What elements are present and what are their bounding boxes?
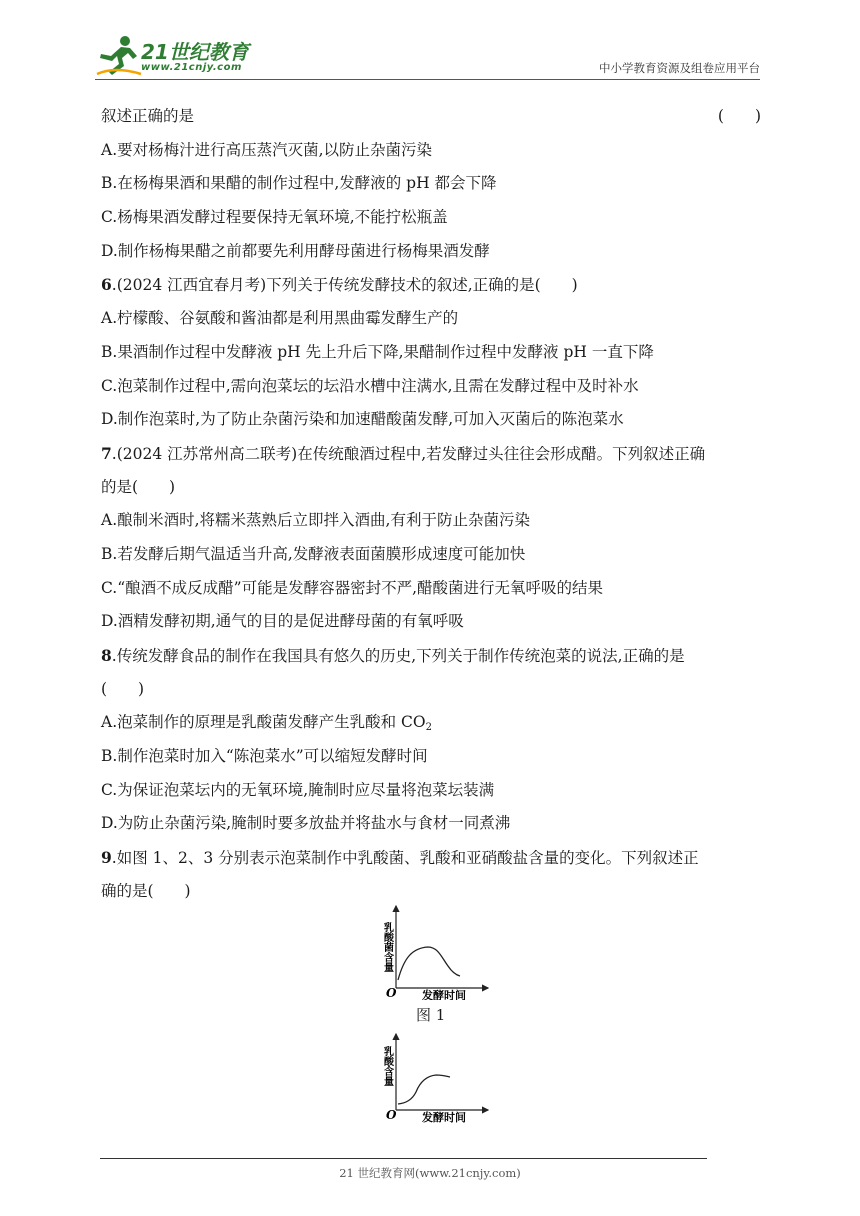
figure-caption: 图 1: [416, 1006, 446, 1024]
lactic-bacteria-curve: [398, 947, 460, 980]
x-axis-label: 发酵时间: [422, 989, 466, 1000]
question-number: 6: [101, 275, 112, 295]
footer-divider: [100, 1158, 707, 1159]
question-6: 6.(2024 江西宜春月考)下列关于传统发酵技术的叙述,正确的是( ): [101, 275, 578, 295]
header-divider: [95, 79, 760, 80]
option-a: A.柠檬酸、谷氨酸和酱油都是利用黑曲霉发酵生产的: [101, 309, 459, 328]
figure-1: [372, 900, 492, 1028]
option-a: A.酿制米酒时,将糯米蒸熟后立即拌入酒曲,有利于防止杂菌污染: [101, 511, 530, 530]
option-a: A.泡菜制作的原理是乳酸菌发酵产生乳酸和 $CO_2$: [101, 713, 432, 734]
question-number: 7: [101, 443, 112, 463]
question-number: 9: [101, 848, 112, 868]
page-header: [95, 28, 760, 80]
figure-2-graph: [372, 1030, 492, 1125]
option-b: B.若发酵后期气温适当升高,发酵液表面菌膜形成速度可能加快: [101, 544, 526, 563]
answer-bracket: ( ): [717, 107, 761, 125]
question-7-cont: 的是( ): [101, 477, 176, 496]
option-c: C.“酿酒不成反成醋”可能是发酵容器密封不严,醋酸菌进行无氧呼吸的结果: [101, 578, 604, 597]
question-9-cont: 确的是( ): [101, 881, 191, 900]
question-9: 9.如图 1、2、3 分别表示泡菜制作中乳酸菌、乳酸和亚硝酸盐含量的变化。下列叙述正: [101, 848, 699, 868]
platform-name: 中小学教育资源及组卷应用平台: [599, 61, 760, 75]
option-b: B.果酒制作过程中发酵液 pH 先上升后下降,果醋制作过程中发酵液 pH 一直下降: [101, 342, 654, 361]
option-d: D.为防止杂菌污染,腌制时要多放盐并将盐水与食材一同煮沸: [101, 814, 511, 833]
origin-label: O: [386, 1108, 397, 1122]
question-8: 8.传统发酵食品的制作在我国具有悠久的历史,下列关于制作传统泡菜的说法,正确的是: [101, 646, 685, 665]
option-c: C.泡菜制作过程中,需向泡菜坛的坛沿水槽中注满水,且需在发酵过程中及时补水: [101, 376, 639, 395]
figure-2: [372, 1030, 492, 1125]
site-logo[interactable]: [95, 34, 265, 78]
option-d: D.酒精发酵初期,通气的目的是促进酵母菌的有氧呼吸: [101, 612, 464, 631]
logo-brand: 21世纪教育: [141, 40, 249, 64]
lactic-acid-curve: [398, 1075, 450, 1104]
figure-1-graph: [372, 900, 492, 1000]
text-line: 叙述正确的是 ( ): [101, 100, 761, 134]
option-b: B.制作泡菜时加入“陈泡菜水”可以缩短发酵时间: [101, 747, 428, 766]
option-c: C.杨梅果酒发酵过程要保持无氧环境,不能拧松瓶盖: [101, 208, 448, 227]
page-footer[interactable]: 21 世纪教育网(www.21cnjy.com): [339, 1166, 521, 1180]
option-d: D.制作杨梅果醋之前都要先利用酵母菌进行杨梅果酒发酵: [101, 241, 490, 260]
runner-logo-icon: [95, 34, 143, 78]
question-number: 8: [101, 646, 112, 665]
option-b: B.在杨梅果酒和果醋的制作过程中,发酵液的 pH 都会下降: [101, 174, 497, 193]
option-a: A.要对杨梅汁进行高压蒸汽灭菌,以防止杂菌污染: [101, 140, 433, 159]
option-d: D.制作泡菜时,为了防止杂菌污染和加速醋酸菌发酵,可加入灭菌后的陈泡菜水: [101, 410, 624, 429]
y-axis-label: 乳酸含量: [381, 1046, 393, 1086]
y-axis-label: 乳酸菌含量: [381, 922, 393, 972]
logo-url: www.21cnjy.com: [141, 62, 242, 73]
question-8-cont: ( ): [101, 679, 145, 698]
origin-label: O: [386, 986, 397, 1000]
question-content: [101, 100, 761, 909]
x-axis-label: 发酵时间: [422, 1111, 466, 1124]
question-7: 7.(2024 江苏常州高二联考)在传统酿酒过程中,若发酵过头往往会形成醋。下列叙述正确: [101, 443, 706, 463]
option-c: C.为保证泡菜坛内的无氧环境,腌制时应尽量将泡菜坛装满: [101, 780, 495, 799]
